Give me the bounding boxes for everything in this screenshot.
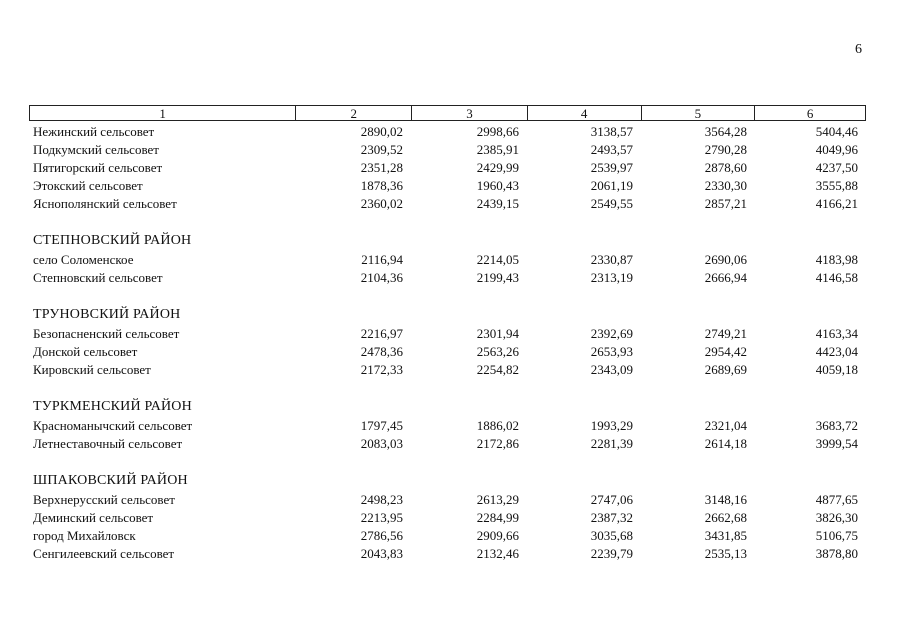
row-value-col-6: 4163,34 [815, 326, 858, 341]
row-value-col-4: 1993,29 [590, 418, 633, 433]
row-value-col-3: 2301,94 [476, 326, 519, 341]
group-spacer [29, 213, 866, 231]
row-value-col-6: 5404,46 [815, 124, 858, 139]
row-name: Донской сельсовет [33, 344, 138, 359]
table-row [29, 343, 866, 361]
row-value-col-2: 2116,94 [361, 252, 403, 267]
table-row [29, 251, 866, 269]
header-col-1: 1 [159, 106, 166, 121]
table-row [29, 141, 866, 159]
row-value-col-3: 2613,29 [476, 492, 519, 507]
row-value-col-4: 2493,57 [590, 142, 633, 157]
row-value-col-2: 2309,52 [360, 142, 403, 157]
row-value-col-5: 2614,18 [704, 436, 747, 451]
row-name: Красноманычский сельсовет [33, 418, 193, 433]
row-value-col-4: 2239,79 [590, 546, 633, 561]
header-col-6: 6 [754, 106, 865, 120]
row-value-col-6: 4183,98 [815, 252, 858, 267]
table-row [29, 435, 866, 453]
row-value-col-2: 2104,36 [360, 270, 403, 285]
district-heading: ТРУНОВСКИЙ РАЙОН [33, 307, 181, 322]
table-row [29, 361, 866, 379]
row-value-col-6: 5106,75 [815, 528, 858, 543]
row-value-col-2: 2786,56 [360, 528, 403, 543]
row-value-col-5: 2689,69 [704, 362, 747, 377]
row-value-col-3: 2172,86 [476, 436, 519, 451]
row-value-col-4: 2387,32 [590, 510, 633, 525]
row-value-col-6: 3683,72 [815, 418, 858, 433]
group-spacer [29, 379, 866, 397]
table-row [29, 527, 866, 545]
row-name: село Соломенское [33, 252, 134, 267]
row-value-col-5: 2535,13 [704, 546, 747, 561]
row-value-col-5: 2321,04 [704, 418, 747, 433]
district-heading: ШПАКОВСКИЙ РАЙОН [33, 473, 188, 488]
row-name: Пятигорский сельсовет [33, 160, 163, 175]
row-value-col-4: 2313,19 [590, 270, 633, 285]
row-name: Этокский сельсовет [33, 178, 143, 193]
district-heading: ТУРКМЕНСКИЙ РАЙОН [33, 399, 192, 414]
row-name: Кировский сельсовет [33, 362, 151, 377]
row-value-col-6: 4166,21 [815, 196, 858, 211]
row-value-col-5: 3148,16 [704, 492, 747, 507]
table-header-row [29, 105, 866, 121]
row-value-col-2: 2216,97 [360, 326, 403, 341]
row-value-col-4: 2549,55 [590, 196, 633, 211]
row-name: Яснополянский сельсовет [33, 196, 177, 211]
row-value-col-2: 2360,02 [360, 196, 403, 211]
row-name: Подкумский сельсовет [33, 142, 159, 157]
row-value-col-2: 1878,36 [360, 178, 403, 193]
table-row [29, 509, 866, 527]
row-name: Сенгилеевский сельсовет [33, 546, 175, 561]
row-value-col-5: 3564,28 [704, 124, 747, 139]
header-col-2: 2 [295, 106, 411, 120]
row-value-col-5: 2330,30 [704, 178, 747, 193]
table-row [29, 195, 866, 213]
header-col-5: 5 [641, 106, 755, 120]
row-value-col-2: 2083,03 [360, 436, 403, 451]
table-row [29, 545, 866, 563]
table-row [29, 269, 866, 287]
row-value-col-3: 1886,02 [476, 418, 519, 433]
row-value-col-3: 1960,43 [476, 178, 519, 193]
row-value-col-3: 2214,05 [476, 252, 519, 267]
row-value-col-6: 4423,04 [815, 344, 858, 359]
table-row [29, 159, 866, 177]
row-value-col-3: 2254,82 [476, 362, 519, 377]
row-value-col-3: 2132,46 [476, 546, 519, 561]
row-value-col-2: 2351,28 [360, 160, 403, 175]
row-value-col-6: 4059,18 [815, 362, 858, 377]
row-value-col-3: 2998,66 [476, 124, 519, 139]
table-row [29, 417, 866, 435]
row-name: Степновский сельсовет [33, 270, 163, 285]
row-value-col-2: 2478,36 [360, 344, 403, 359]
row-value-col-5: 2954,42 [704, 344, 747, 359]
row-value-col-5: 2749,21 [704, 326, 747, 341]
row-value-col-6: 3555,88 [815, 178, 858, 193]
row-value-col-3: 2439,15 [476, 196, 519, 211]
row-name: город Михайловск [33, 528, 136, 543]
row-value-col-2: 1797,45 [360, 418, 403, 433]
table-body [29, 123, 866, 563]
row-value-col-5: 2790,28 [704, 142, 747, 157]
row-value-col-2: 2213,95 [360, 510, 403, 525]
row-value-col-6: 4877,65 [815, 492, 858, 507]
row-name: Летнеставочный сельсовет [33, 436, 183, 451]
row-value-col-5: 2857,21 [704, 196, 747, 211]
row-value-col-4: 2653,93 [590, 344, 633, 359]
row-value-col-2: 2172,33 [360, 362, 403, 377]
row-name: Безопасненский сельсовет [33, 326, 180, 341]
row-value-col-3: 2199,43 [476, 270, 519, 285]
group-spacer [29, 287, 866, 305]
row-value-col-4: 2343,09 [590, 362, 633, 377]
row-value-col-3: 2385,91 [476, 142, 519, 157]
row-value-col-5: 3431,85 [704, 528, 747, 543]
row-value-col-6: 4237,50 [815, 160, 858, 175]
header-col-4: 4 [527, 106, 641, 120]
row-value-col-6: 3826,30 [815, 510, 858, 525]
row-value-col-2: 2043,83 [360, 546, 403, 561]
district-heading: СТЕПНОВСКИЙ РАЙОН [33, 233, 192, 248]
row-value-col-3: 2429,99 [476, 160, 519, 175]
row-name: Верхнерусский сельсовет [33, 492, 175, 507]
row-value-col-4: 2281,39 [590, 436, 633, 451]
row-value-col-3: 2284,99 [476, 510, 519, 525]
row-value-col-5: 2666,94 [704, 270, 747, 285]
table-row [29, 491, 866, 509]
table-row [29, 123, 866, 141]
row-value-col-6: 4146,58 [815, 270, 858, 285]
row-value-col-6: 3999,54 [815, 436, 858, 451]
row-value-col-4: 2392,69 [590, 326, 633, 341]
row-value-col-6: 3878,80 [815, 546, 858, 561]
row-value-col-3: 2909,66 [476, 528, 519, 543]
row-value-col-4: 2747,06 [590, 492, 633, 507]
row-value-col-2: 2890,02 [360, 124, 403, 139]
table-row [29, 325, 866, 343]
row-name: Нежинский сельсовет [33, 124, 155, 139]
group-spacer [29, 453, 866, 471]
row-value-col-5: 2690,06 [704, 252, 747, 267]
row-value-col-4: 2330,87 [590, 252, 633, 267]
row-value-col-5: 2662,68 [704, 510, 747, 525]
row-value-col-3: 2563,26 [476, 344, 519, 359]
table-row [29, 177, 866, 195]
header-col-3: 3 [411, 106, 527, 120]
row-value-col-5: 2878,60 [704, 160, 747, 175]
row-value-col-4: 2539,97 [590, 160, 633, 175]
tariff-table [29, 105, 866, 563]
row-value-col-6: 4049,96 [815, 142, 858, 157]
row-name: Деминский сельсовет [33, 510, 154, 525]
row-value-col-4: 3138,57 [590, 124, 633, 139]
page-number: 6 [855, 42, 862, 57]
row-value-col-4: 3035,68 [590, 528, 633, 543]
row-value-col-4: 2061,19 [590, 178, 633, 193]
row-value-col-2: 2498,23 [360, 492, 403, 507]
